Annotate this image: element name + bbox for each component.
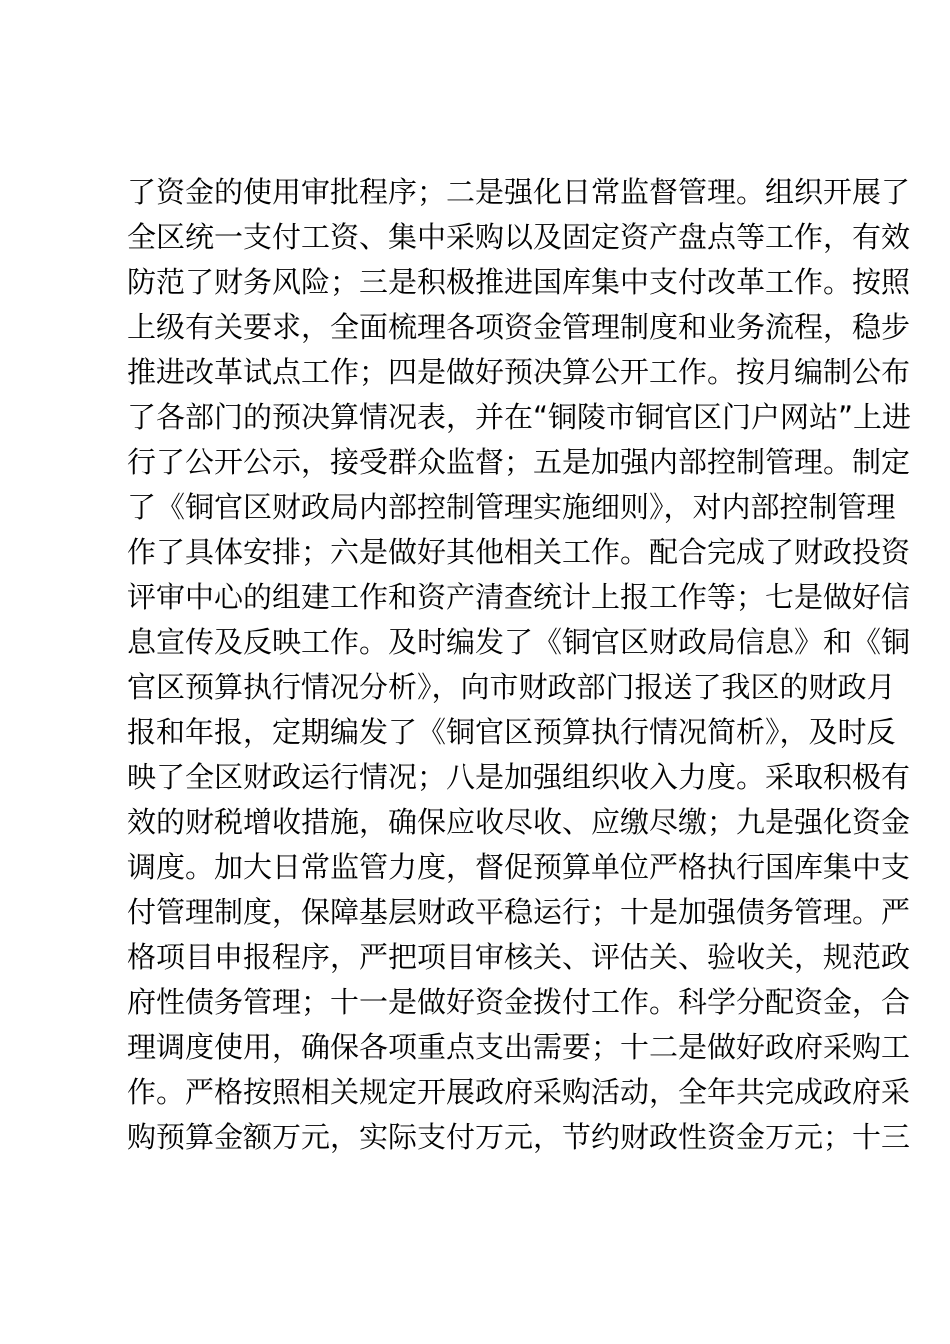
text-line: 行了公开公示，接受群众监督；五是加强内部控制管理。制定	[127, 445, 911, 479]
text-line: 评审中心的组建工作和资产清查统计上报工作等；七是做好信	[127, 580, 911, 614]
text-line: 息宣传及反映工作。及时编发了《铜官区财政局信息》和《铜	[127, 625, 911, 659]
text-line: 防范了财务风险；三是积极推进国库集中支付改革工作。按照	[127, 265, 911, 299]
text-line: 作。严格按照相关规定开展政府采购活动，全年共完成政府采	[127, 1075, 911, 1109]
text-line: 全区统一支付工资、集中采购以及固定资产盘点等工作，有效	[127, 220, 911, 254]
text-line: 付管理制度，保障基层财政平稳运行；十是加强债务管理。严	[127, 895, 911, 929]
text-line: 推进改革试点工作；四是做好预决算公开工作。按月编制公布	[127, 355, 911, 389]
text-line: 报和年报，定期编发了《铜官区预算执行情况简析》，及时反	[127, 715, 896, 749]
text-line: 上级有关要求，全面梳理各项资金管理制度和业务流程，稳步	[127, 310, 911, 344]
text-line: 了资金的使用审批程序；二是强化日常监督管理。组织开展了	[127, 175, 911, 209]
text-line: 官区预算执行情况分析》，向市财政部门报送了我区的财政月	[127, 670, 896, 704]
text-line: 购预算金额万元，实际支付万元，节约财政性资金万元；十三	[127, 1120, 911, 1154]
body-paragraph	[127, 170, 912, 1160]
text-line: 了各部门的预决算情况表，并在“铜陵市铜官区门户网站”上进	[127, 400, 912, 434]
text-line: 效的财税增收措施，确保应收尽收、应缴尽缴；九是强化资金	[127, 805, 911, 839]
text-line: 作了具体安排；六是做好其他相关工作。配合完成了财政投资	[127, 535, 911, 569]
text-line: 映了全区财政运行情况；八是加强组织收入力度。采取积极有	[127, 760, 911, 794]
text-line: 了《铜官区财政局内部控制管理实施细则》，对内部控制管理	[127, 490, 896, 524]
text-line: 理调度使用，确保各项重点支出需要；十二是做好政府采购工	[127, 1030, 911, 1064]
text-line: 调度。加大日常监管力度，督促预算单位严格执行国库集中支	[127, 850, 911, 884]
text-line: 格项目申报程序，严把项目审核关、评估关、验收关，规范政	[127, 940, 911, 974]
text-line: 府性债务管理；十一是做好资金拨付工作。科学分配资金，合	[127, 985, 911, 1019]
